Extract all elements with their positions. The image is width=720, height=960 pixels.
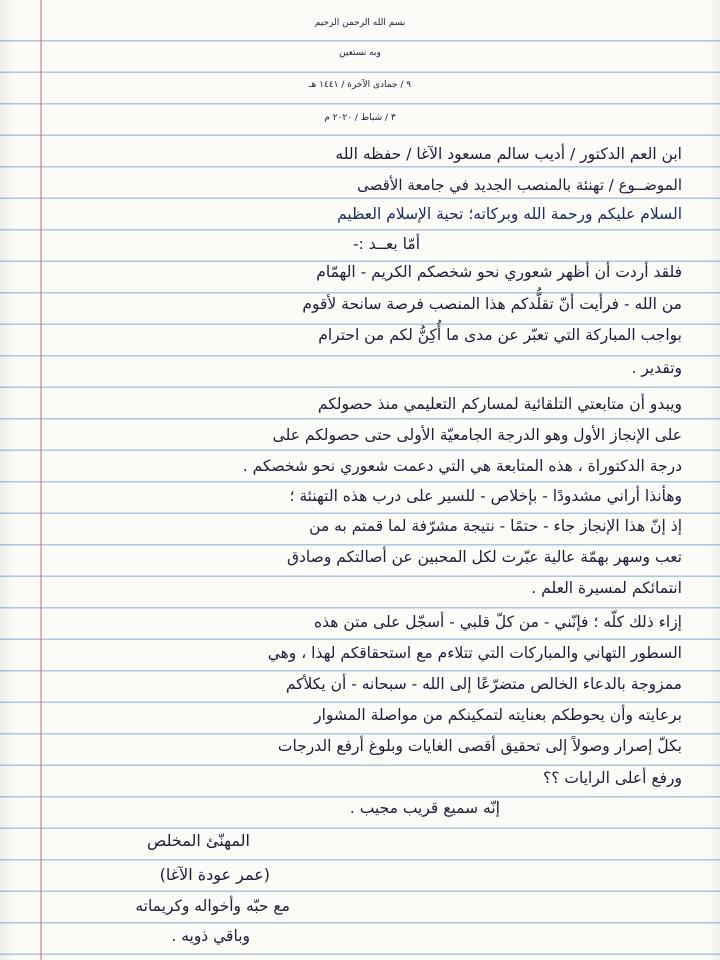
body-line-13: السطور التهاني والمباركات التي تتلاءم مع استحقاقكم لهذا ، وهي (267, 644, 682, 662)
isti3ana: وبه نستعين (339, 48, 381, 58)
body-line-5: ويبدو أن متابعتي التلقائية لمساركم التعليمي منذ حصولكم (317, 395, 682, 413)
regards-line-2: وباقي ذويه . (171, 927, 250, 945)
greeting: السلام عليكم ورحمة الله وبركاته؛ تحية الإسلام العظيم (337, 205, 682, 223)
body-line-6: على الإنجاز الأول وهو الدرجة الجامعيّة الأولى حتى حصولكم على (272, 426, 682, 444)
body-line-9: إذ إنّ هذا الإنجاز جاء - حتمًا - نتيجة مشرّفة لما قمتم به من (309, 517, 682, 535)
body-line-15: برعايته وأن يحوطكم بعنايته لتمكينكم من مواصلة المشوار (314, 706, 682, 724)
margin-line (40, 0, 42, 960)
date-hijri: ٩ / جمادى الآخرة / ١٤٤١ هـ (308, 80, 412, 90)
body-line-10: تعب وسهر بهمّة عالية عبّرت لكل المحبين عن أصالتكم وصادق (287, 548, 682, 566)
body-line-7: درجة الدكتوراة ، هذه المتابعة هي التي دعمت شعوري نحو شخصكم . (242, 457, 682, 475)
body-line-12: إزاء ذلك كلّه ؛ فإنّني - من كلّ قلبي - أسجّل على متن هذه (313, 613, 682, 631)
body-line-11: انتمائكم لمسيرة العلم . (531, 579, 682, 597)
signature-title: المهنّئ المخلص (147, 831, 250, 850)
addressee: ابن العم الدكتور / أديب سالم مسعود الآغا / حفظه الله (335, 145, 682, 163)
body-line-1: فلقد أردت أن أظهر شعوري نحو شخصكم الكريم - الهمّام (316, 263, 682, 281)
closing-prayer: إنّه سميع قريب مجيب . (349, 799, 500, 817)
body-line-16: بكلّ إصرار وصولاً إلى تحقيق أقصى الغايات وبلوغ أرفع الدرجات (277, 737, 682, 755)
date-gregorian: ٣ / شباط / ٢٠٢٠ م (324, 113, 396, 123)
subject: الموضــوع / تهنئة بالمنصب الجديد في جامعة الأقصى (357, 176, 682, 194)
amma-baad: أمّا بعــد :- (352, 235, 420, 253)
body-line-8: وهأنذا أراني مشدودًا - بإخلاص - للسير على درب هذه التهنئة ؛ (289, 487, 682, 505)
body-line-4: وتقدير . (631, 359, 682, 377)
body-line-14: ممزوجة بالدعاء الخالص متضرّعًا إلى الله - سبحانه - أن يكلأكم (285, 675, 682, 693)
body-line-17: ورفع أعلى الرايات ؟؟ (543, 769, 682, 787)
body-line-3: بواجب المباركة التي تعبّر عن مدى ما أُكِنُّ لكم من احترام (318, 326, 682, 344)
basmala: بسم الله الرحمن الرحيم (314, 18, 406, 28)
regards-line-1: مع حبّه وأخواله وكريماته (135, 897, 290, 915)
signature-name: (عمر عودة الآغا) (159, 865, 270, 884)
body-line-2: من الله - فرأيت أنّ تقلُّدكم هذا المنصب فرصة سانحة لأقوم (302, 295, 682, 313)
